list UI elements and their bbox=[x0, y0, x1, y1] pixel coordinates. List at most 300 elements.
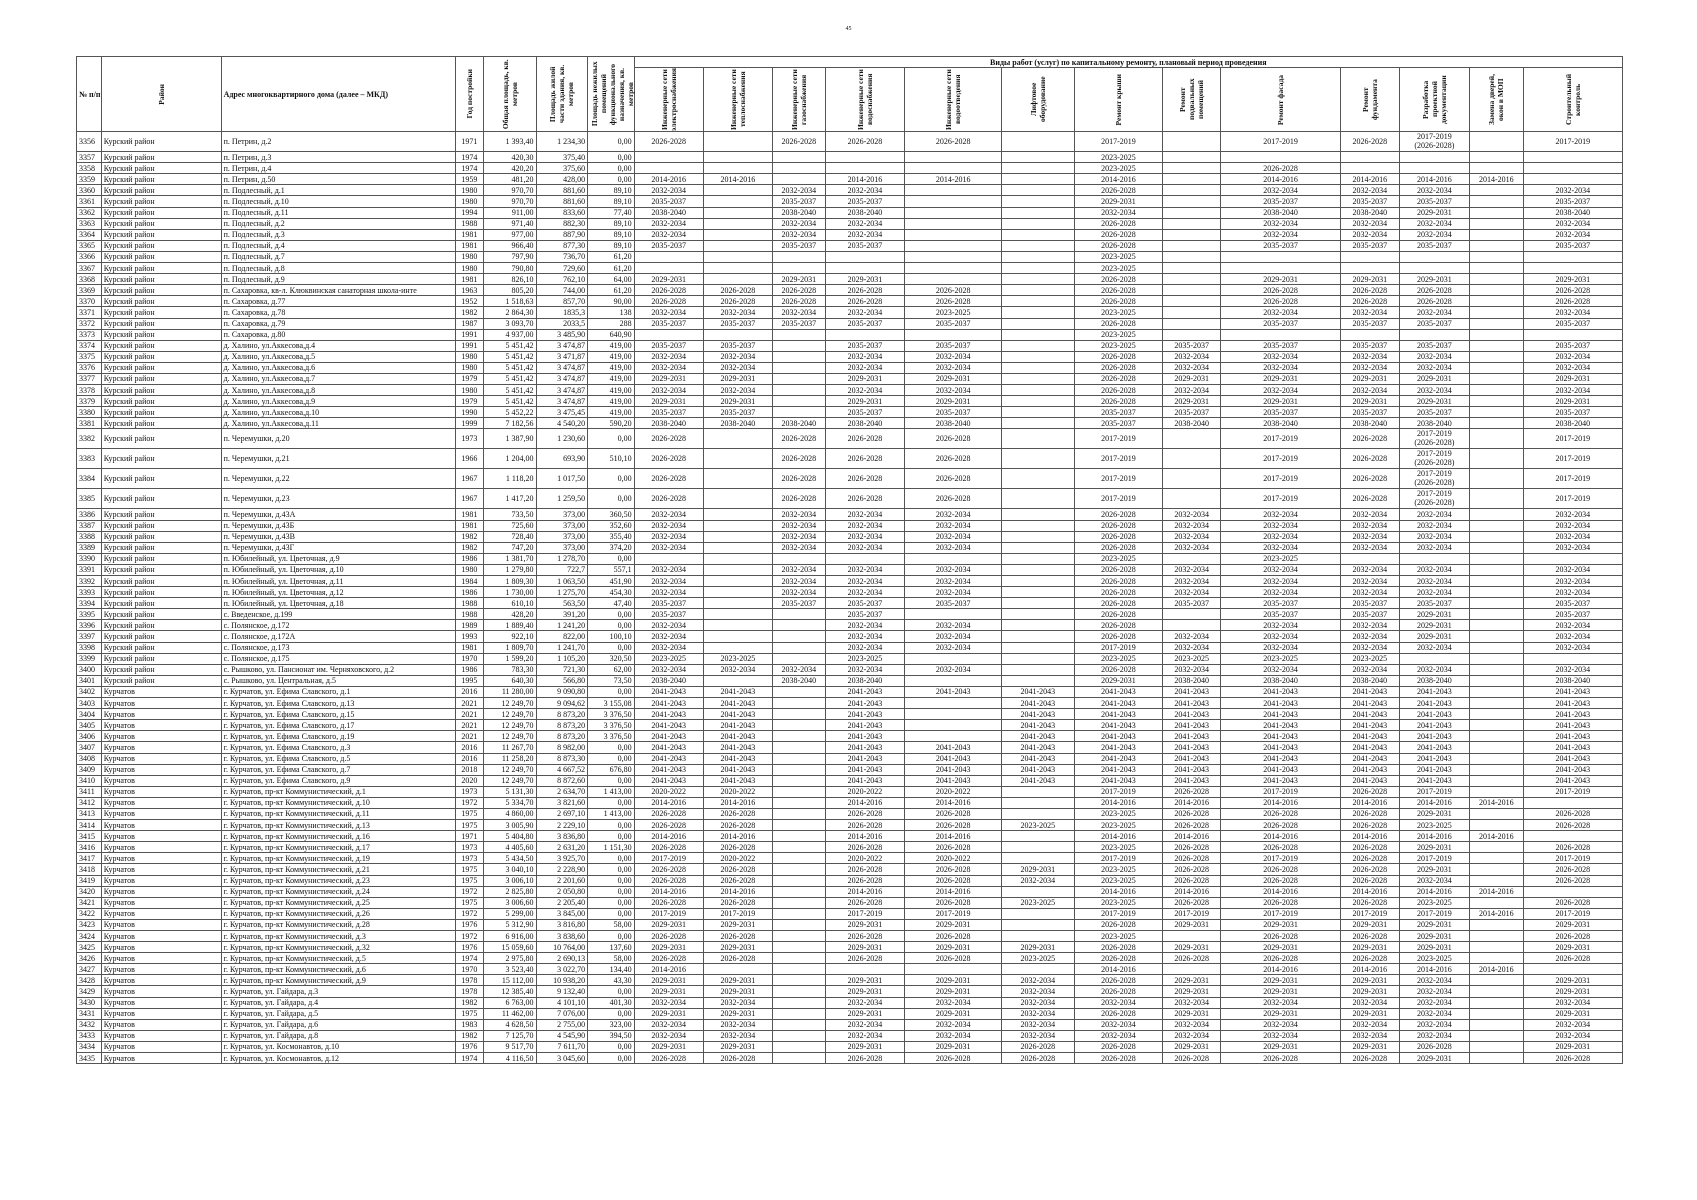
work-period-cell bbox=[1470, 808, 1524, 819]
work-period-cell: 2032-2034 bbox=[825, 576, 905, 587]
work-period-cell bbox=[1002, 553, 1074, 564]
row-number-cell: 3365 bbox=[77, 240, 102, 251]
work-period-cell bbox=[772, 842, 825, 853]
work-period-cell: 2032-2034 bbox=[634, 229, 703, 240]
nonliving-area-cell: 0,00 bbox=[588, 609, 634, 620]
total-area-cell: 2 975,80 bbox=[483, 953, 536, 964]
work-period-cell bbox=[772, 653, 825, 664]
nonliving-area-cell: 89,10 bbox=[588, 229, 634, 240]
work-period-cell bbox=[905, 229, 1002, 240]
work-period-cell: 2032-2034 bbox=[825, 218, 905, 229]
address-cell: п. Петрин, д.3 bbox=[221, 152, 455, 163]
work-period-cell: 2029-2031 bbox=[1074, 675, 1163, 686]
work-period-cell: 2041-2043 bbox=[1002, 764, 1074, 775]
work-period-cell: 2017-2019 bbox=[1399, 786, 1469, 797]
work-period-cell bbox=[703, 196, 772, 207]
work-period-cell: 2038-2040 bbox=[825, 418, 905, 429]
build-year-cell: 1991 bbox=[455, 329, 483, 340]
work-period-cell: 2014-2016 bbox=[1221, 886, 1341, 897]
work-period-cell: 2026-2028 bbox=[703, 931, 772, 942]
work-period-cell: 2032-2034 bbox=[905, 509, 1002, 520]
work-period-cell: 2020-2022 bbox=[703, 853, 772, 864]
work-period-cell bbox=[905, 731, 1002, 742]
row-number-cell: 3428 bbox=[77, 975, 102, 986]
work-period-cell: 2038-2040 bbox=[1163, 418, 1221, 429]
header-works-title: Виды работ (услуг) по капитальному ремонту, плановый период проведения bbox=[634, 57, 1622, 68]
address-cell: д. Халино, ул.Аккесова,д.9 bbox=[221, 396, 455, 407]
work-period-cell: 2029-2031 bbox=[703, 919, 772, 930]
work-period-cell: 2041-2043 bbox=[1523, 775, 1622, 786]
work-period-cell bbox=[1002, 185, 1074, 196]
work-period-cell: 2014-2016 bbox=[1074, 797, 1163, 808]
work-period-cell: 2041-2043 bbox=[1163, 742, 1221, 753]
work-period-cell bbox=[1163, 163, 1221, 174]
table-row bbox=[77, 185, 1623, 196]
district-cell: Курский район bbox=[101, 240, 221, 251]
address-cell: г. Курчатов, ул. Гайдара, д.5 bbox=[221, 1008, 455, 1019]
work-period-cell: 2014-2016 bbox=[825, 831, 905, 842]
table-row bbox=[77, 163, 1623, 174]
work-period-cell: 2026-2028 bbox=[1340, 808, 1399, 819]
work-period-cell: 2014-2016 bbox=[1340, 964, 1399, 975]
row-number-cell: 3389 bbox=[77, 542, 102, 553]
work-period-cell: 2032-2034 bbox=[905, 1019, 1002, 1030]
living-area-cell: 10 938,20 bbox=[536, 975, 588, 986]
work-period-cell bbox=[1002, 174, 1074, 185]
row-number-cell: 3408 bbox=[77, 753, 102, 764]
total-area-cell: 1 387,90 bbox=[483, 429, 536, 449]
work-period-cell: 2032-2034 bbox=[1340, 509, 1399, 520]
work-period-cell: 2032-2034 bbox=[1221, 620, 1341, 631]
work-period-cell: 2026-2028 bbox=[1523, 931, 1622, 942]
living-area-cell: 3 022,70 bbox=[536, 964, 588, 975]
living-area-cell: 721,30 bbox=[536, 664, 588, 675]
living-area-cell: 2 050,80 bbox=[536, 886, 588, 897]
address-cell: г. Курчатов, пр-кт Коммунистический, д.9 bbox=[221, 975, 455, 986]
work-period-cell: 2041-2043 bbox=[905, 686, 1002, 697]
work-period-cell: 2029-2031 bbox=[905, 373, 1002, 384]
work-period-cell: 2041-2043 bbox=[825, 686, 905, 697]
work-period-cell: 2041-2043 bbox=[1074, 764, 1163, 775]
work-period-cell: 2035-2037 bbox=[1399, 318, 1469, 329]
work-period-cell bbox=[1470, 509, 1524, 520]
living-area-cell: 2 229,10 bbox=[536, 820, 588, 831]
work-period-cell: 2014-2016 bbox=[634, 174, 703, 185]
build-year-cell: 1978 bbox=[455, 986, 483, 997]
work-period-cell: 2023-2025 bbox=[1399, 953, 1469, 964]
work-period-cell: 2041-2043 bbox=[825, 742, 905, 753]
work-period-cell: 2023-2025 bbox=[1002, 820, 1074, 831]
work-period-cell bbox=[1470, 864, 1524, 875]
work-period-cell: 2020-2022 bbox=[825, 786, 905, 797]
work-period-cell bbox=[1163, 229, 1221, 240]
work-period-cell: 2026-2028 bbox=[772, 296, 825, 307]
work-period-cell: 2026-2028 bbox=[1340, 449, 1399, 469]
work-period-cell bbox=[825, 553, 905, 564]
work-period-cell: 2017-2019 bbox=[703, 908, 772, 919]
work-period-cell: 2032-2034 bbox=[905, 997, 1002, 1008]
work-period-cell: 2029-2031 bbox=[1163, 1041, 1221, 1052]
work-period-cell bbox=[772, 1030, 825, 1041]
nonliving-area-cell: 419,00 bbox=[588, 396, 634, 407]
nonliving-area-cell: 676,80 bbox=[588, 764, 634, 775]
work-period-cell: 2023-2025 bbox=[1074, 897, 1163, 908]
work-period-cell: 2032-2034 bbox=[1163, 576, 1221, 587]
work-period-cell: 2023-2025 bbox=[1221, 653, 1341, 664]
district-cell: Курчатов bbox=[101, 686, 221, 697]
build-year-cell: 1975 bbox=[455, 875, 483, 886]
work-period-cell: 2029-2031 bbox=[1221, 1008, 1341, 1019]
total-area-cell: 1 204,00 bbox=[483, 449, 536, 469]
work-period-cell: 2029-2031 bbox=[1399, 274, 1469, 285]
table-header bbox=[77, 57, 1623, 132]
table-row bbox=[77, 919, 1623, 930]
address-cell: г. Курчатов, пр-кт Коммунистический, д.11 bbox=[221, 808, 455, 819]
work-period-cell bbox=[1470, 997, 1524, 1008]
table-row bbox=[77, 407, 1623, 418]
district-cell: Курчатов bbox=[101, 1053, 221, 1064]
work-period-cell: 2026-2028 bbox=[905, 808, 1002, 819]
nonliving-area-cell: 100,10 bbox=[588, 631, 634, 642]
work-period-cell: 2017-2019 bbox=[1523, 908, 1622, 919]
work-period-cell bbox=[772, 853, 825, 864]
work-period-cell: 2041-2043 bbox=[1221, 731, 1341, 742]
work-period-cell: 2026-2028 bbox=[1340, 1053, 1399, 1064]
nonliving-area-cell: 0,00 bbox=[588, 853, 634, 864]
table-row bbox=[77, 263, 1623, 274]
work-period-cell: 2014-2016 bbox=[1074, 831, 1163, 842]
work-period-cell: 2029-2031 bbox=[1399, 808, 1469, 819]
header-work-1: Инженерные сети теплоснабжения bbox=[703, 68, 772, 132]
work-period-cell: 2026-2028 bbox=[703, 820, 772, 831]
total-area-cell: 797,90 bbox=[483, 251, 536, 262]
work-period-cell bbox=[1399, 553, 1469, 564]
work-period-cell: 2035-2037 bbox=[1340, 340, 1399, 351]
work-period-cell bbox=[1470, 469, 1524, 489]
work-period-cell: 2032-2034 bbox=[825, 385, 905, 396]
district-cell: Курский район bbox=[101, 373, 221, 384]
work-period-cell: 2026-2028 bbox=[1074, 1008, 1163, 1019]
total-area-cell: 3 006,60 bbox=[483, 897, 536, 908]
work-period-cell bbox=[1523, 163, 1622, 174]
work-period-cell bbox=[1523, 964, 1622, 975]
table-row bbox=[77, 207, 1623, 218]
work-period-cell bbox=[905, 653, 1002, 664]
work-period-cell: 2035-2037 bbox=[1340, 609, 1399, 620]
work-period-cell: 2032-2034 bbox=[634, 351, 703, 362]
work-period-cell bbox=[905, 263, 1002, 274]
work-period-cell: 2026-2028 bbox=[634, 808, 703, 819]
work-period-cell: 2014-2016 bbox=[634, 964, 703, 975]
work-period-cell: 2017-2019 bbox=[1523, 429, 1622, 449]
living-area-cell: 693,90 bbox=[536, 449, 588, 469]
work-period-cell: 2026-2028 bbox=[1399, 285, 1469, 296]
total-area-cell: 3 523,40 bbox=[483, 964, 536, 975]
work-period-cell bbox=[905, 675, 1002, 686]
row-number-cell: 3430 bbox=[77, 997, 102, 1008]
header-work-6: Ремонт крыши bbox=[1074, 68, 1163, 132]
table-row bbox=[77, 1053, 1623, 1064]
row-number-cell: 3390 bbox=[77, 553, 102, 564]
work-period-cell: 2026-2028 bbox=[1340, 897, 1399, 908]
nonliving-area-cell: 90,00 bbox=[588, 296, 634, 307]
work-period-cell: 2026-2028 bbox=[1340, 489, 1399, 509]
work-period-cell: 2026-2028 bbox=[1074, 520, 1163, 531]
nonliving-area-cell: 0,00 bbox=[588, 620, 634, 631]
build-year-cell: 1976 bbox=[455, 919, 483, 930]
work-period-cell: 2023-2025 bbox=[1340, 653, 1399, 664]
total-area-cell: 7 125,70 bbox=[483, 1030, 536, 1041]
work-period-cell bbox=[1470, 307, 1524, 318]
address-cell: г. Курчатов, пр-кт Коммунистический, д.26 bbox=[221, 908, 455, 919]
work-period-cell: 2026-2028 bbox=[825, 489, 905, 509]
nonliving-area-cell: 58,00 bbox=[588, 919, 634, 930]
work-period-cell: 2035-2037 bbox=[1221, 196, 1341, 207]
total-area-cell: 12 249,70 bbox=[483, 764, 536, 775]
living-area-cell: 8 872,60 bbox=[536, 775, 588, 786]
work-period-cell: 2041-2043 bbox=[905, 753, 1002, 764]
total-area-cell: 428,20 bbox=[483, 609, 536, 620]
address-cell: д. Халино, ул.Аккесова,д.6 bbox=[221, 362, 455, 373]
work-period-cell: 2032-2034 bbox=[1399, 542, 1469, 553]
work-period-cell: 2017-2019 bbox=[1074, 449, 1163, 469]
work-period-cell: 2023-2025 bbox=[1074, 808, 1163, 819]
work-period-cell: 2032-2034 bbox=[1002, 986, 1074, 997]
address-cell: с. Полянское, д.175 bbox=[221, 653, 455, 664]
work-period-cell: 2026-2028 bbox=[905, 285, 1002, 296]
nonliving-area-cell: 43,30 bbox=[588, 975, 634, 986]
address-cell: п. Черемушки, д.43Б bbox=[221, 520, 455, 531]
work-period-cell bbox=[1470, 542, 1524, 553]
total-area-cell: 5 434,50 bbox=[483, 853, 536, 864]
district-cell: Курчатов bbox=[101, 975, 221, 986]
work-period-cell: 2032-2034 bbox=[825, 307, 905, 318]
work-period-cell bbox=[1002, 664, 1074, 675]
work-period-cell bbox=[634, 251, 703, 262]
work-period-cell bbox=[772, 1053, 825, 1064]
work-period-cell bbox=[703, 152, 772, 163]
work-period-cell: 2029-2031 bbox=[1163, 396, 1221, 407]
build-year-cell: 2016 bbox=[455, 686, 483, 697]
work-period-cell: 2017-2019 (2026-2028) bbox=[1399, 449, 1469, 469]
work-period-cell bbox=[772, 251, 825, 262]
total-area-cell: 5 451,42 bbox=[483, 340, 536, 351]
work-period-cell: 2041-2043 bbox=[1221, 775, 1341, 786]
work-period-cell: 2041-2043 bbox=[1002, 709, 1074, 720]
build-year-cell: 1976 bbox=[455, 942, 483, 953]
work-period-cell: 2041-2043 bbox=[825, 731, 905, 742]
work-period-cell: 2017-2019 bbox=[825, 908, 905, 919]
work-period-cell: 2026-2028 bbox=[905, 897, 1002, 908]
header-year: Год постройки bbox=[455, 57, 483, 132]
work-period-cell: 2017-2019 bbox=[1074, 786, 1163, 797]
work-period-cell bbox=[1002, 196, 1074, 207]
build-year-cell: 1972 bbox=[455, 886, 483, 897]
work-period-cell: 2041-2043 bbox=[1340, 686, 1399, 697]
work-period-cell: 2041-2043 bbox=[1340, 742, 1399, 753]
district-cell: Курский район bbox=[101, 520, 221, 531]
nonliving-area-cell: 0,00 bbox=[588, 986, 634, 997]
work-period-cell bbox=[1002, 307, 1074, 318]
work-period-cell: 2029-2031 bbox=[1340, 986, 1399, 997]
work-period-cell: 2032-2034 bbox=[825, 509, 905, 520]
work-period-cell: 2029-2031 bbox=[634, 274, 703, 285]
work-period-cell bbox=[772, 808, 825, 819]
district-cell: Курский район bbox=[101, 340, 221, 351]
work-period-cell bbox=[1340, 553, 1399, 564]
work-period-cell bbox=[905, 251, 1002, 262]
nonliving-area-cell: 0,00 bbox=[588, 686, 634, 697]
work-period-cell: 2026-2028 bbox=[1163, 875, 1221, 886]
build-year-cell: 1999 bbox=[455, 418, 483, 429]
district-cell: Курский район bbox=[101, 318, 221, 329]
work-period-cell: 2026-2028 bbox=[1163, 808, 1221, 819]
work-period-cell: 2026-2028 bbox=[905, 449, 1002, 469]
work-period-cell: 2017-2019 bbox=[1523, 786, 1622, 797]
work-period-cell: 2041-2043 bbox=[703, 686, 772, 697]
work-period-cell: 2017-2019 bbox=[1221, 132, 1341, 152]
work-period-cell: 2038-2040 bbox=[772, 675, 825, 686]
nonliving-area-cell: 419,00 bbox=[588, 351, 634, 362]
work-period-cell: 2032-2034 bbox=[1399, 385, 1469, 396]
work-period-cell: 2026-2028 bbox=[634, 931, 703, 942]
work-period-cell: 2032-2034 bbox=[1523, 664, 1622, 675]
work-period-cell: 2041-2043 bbox=[703, 764, 772, 775]
table-row bbox=[77, 587, 1623, 598]
work-period-cell: 2032-2034 bbox=[1002, 997, 1074, 1008]
work-period-cell: 2035-2037 bbox=[1221, 340, 1341, 351]
work-period-cell: 2014-2016 bbox=[1470, 908, 1524, 919]
work-period-cell: 2038-2040 bbox=[1221, 418, 1341, 429]
work-period-cell bbox=[703, 163, 772, 174]
table-row bbox=[77, 542, 1623, 553]
work-period-cell bbox=[1470, 919, 1524, 930]
work-period-cell: 2020-2022 bbox=[703, 786, 772, 797]
work-period-cell: 2032-2034 bbox=[905, 564, 1002, 575]
work-period-cell: 2029-2031 bbox=[634, 919, 703, 930]
work-period-cell bbox=[905, 709, 1002, 720]
district-cell: Курчатов bbox=[101, 964, 221, 975]
work-period-cell: 2014-2016 bbox=[1470, 174, 1524, 185]
work-period-cell bbox=[703, 469, 772, 489]
total-area-cell: 970,70 bbox=[483, 185, 536, 196]
work-period-cell bbox=[1002, 163, 1074, 174]
work-period-cell bbox=[905, 720, 1002, 731]
work-period-cell bbox=[703, 620, 772, 631]
work-period-cell: 2035-2037 bbox=[905, 318, 1002, 329]
work-period-cell bbox=[1221, 152, 1341, 163]
work-period-cell bbox=[1002, 396, 1074, 407]
living-area-cell: 1 278,70 bbox=[536, 553, 588, 564]
work-period-cell: 2032-2034 bbox=[905, 362, 1002, 373]
work-period-cell: 2032-2034 bbox=[1221, 664, 1341, 675]
build-year-cell: 2021 bbox=[455, 731, 483, 742]
district-cell: Курчатов bbox=[101, 1030, 221, 1041]
work-period-cell: 2026-2028 bbox=[1074, 1041, 1163, 1052]
district-cell: Курчатов bbox=[101, 753, 221, 764]
work-period-cell bbox=[772, 997, 825, 1008]
work-period-cell: 2029-2031 bbox=[825, 986, 905, 997]
row-number-cell: 3377 bbox=[77, 373, 102, 384]
build-year-cell: 1975 bbox=[455, 820, 483, 831]
district-cell: Курский район bbox=[101, 407, 221, 418]
work-period-cell: 2029-2031 bbox=[905, 1041, 1002, 1052]
work-period-cell: 2026-2028 bbox=[1523, 897, 1622, 908]
work-period-cell: 2029-2031 bbox=[1340, 942, 1399, 953]
work-period-cell: 2029-2031 bbox=[1523, 1041, 1622, 1052]
work-period-cell: 2032-2034 bbox=[1340, 642, 1399, 653]
work-period-cell: 2041-2043 bbox=[825, 753, 905, 764]
work-period-cell: 2032-2034 bbox=[1523, 620, 1622, 631]
work-period-cell bbox=[703, 218, 772, 229]
work-period-cell: 2026-2028 bbox=[772, 285, 825, 296]
total-area-cell: 922,10 bbox=[483, 631, 536, 642]
district-cell: Курчатов bbox=[101, 764, 221, 775]
address-cell: п. Черемушки, д.22 bbox=[221, 469, 455, 489]
district-cell: Курский район bbox=[101, 509, 221, 520]
table-row bbox=[77, 520, 1623, 531]
work-period-cell bbox=[772, 340, 825, 351]
total-area-cell: 2 825,80 bbox=[483, 886, 536, 897]
table-row bbox=[77, 620, 1623, 631]
work-period-cell: 2017-2019 bbox=[1163, 908, 1221, 919]
work-period-cell: 2023-2025 bbox=[825, 653, 905, 664]
living-area-cell: 722,7 bbox=[536, 564, 588, 575]
total-area-cell: 805,20 bbox=[483, 285, 536, 296]
build-year-cell: 1959 bbox=[455, 174, 483, 185]
work-period-cell: 2041-2043 bbox=[1340, 753, 1399, 764]
work-period-cell bbox=[1163, 469, 1221, 489]
nonliving-area-cell: 3 376,50 bbox=[588, 731, 634, 742]
work-period-cell: 2032-2034 bbox=[634, 531, 703, 542]
table-row bbox=[77, 449, 1623, 469]
work-period-cell: 2014-2016 bbox=[1163, 831, 1221, 842]
work-period-cell: 2035-2037 bbox=[1523, 609, 1622, 620]
build-year-cell: 1990 bbox=[455, 407, 483, 418]
work-period-cell: 2032-2034 bbox=[772, 542, 825, 553]
work-period-cell: 2026-2028 bbox=[1074, 564, 1163, 575]
work-period-cell bbox=[703, 185, 772, 196]
nonliving-area-cell: 0,00 bbox=[588, 931, 634, 942]
work-period-cell bbox=[1470, 296, 1524, 307]
work-period-cell: 2014-2016 bbox=[1340, 831, 1399, 842]
work-period-cell: 2023-2025 bbox=[905, 307, 1002, 318]
work-period-cell: 2032-2034 bbox=[825, 642, 905, 653]
work-period-cell: 2032-2034 bbox=[1163, 1030, 1221, 1041]
total-area-cell: 1 118,20 bbox=[483, 469, 536, 489]
work-period-cell: 2041-2043 bbox=[1221, 698, 1341, 709]
work-period-cell: 2023-2025 bbox=[1399, 897, 1469, 908]
living-area-cell: 4 667,52 bbox=[536, 764, 588, 775]
work-period-cell: 2032-2034 bbox=[1399, 975, 1469, 986]
work-period-cell: 2026-2028 bbox=[1074, 373, 1163, 384]
work-period-cell bbox=[772, 953, 825, 964]
row-number-cell: 3415 bbox=[77, 831, 102, 842]
living-area-cell: 2 690,13 bbox=[536, 953, 588, 964]
work-period-cell bbox=[772, 709, 825, 720]
work-period-cell: 2032-2034 bbox=[1221, 229, 1341, 240]
address-cell: п. Черемушки, д.21 bbox=[221, 449, 455, 469]
work-period-cell: 2023-2025 bbox=[1074, 553, 1163, 564]
work-period-cell: 2041-2043 bbox=[1523, 742, 1622, 753]
work-period-cell: 2032-2034 bbox=[1399, 875, 1469, 886]
work-period-cell: 2032-2034 bbox=[634, 631, 703, 642]
work-period-cell: 2032-2034 bbox=[825, 185, 905, 196]
work-period-cell: 2026-2028 bbox=[634, 842, 703, 853]
nonliving-area-cell: 0,00 bbox=[588, 489, 634, 509]
work-period-cell: 2032-2034 bbox=[905, 1030, 1002, 1041]
work-period-cell: 2026-2028 bbox=[772, 132, 825, 152]
